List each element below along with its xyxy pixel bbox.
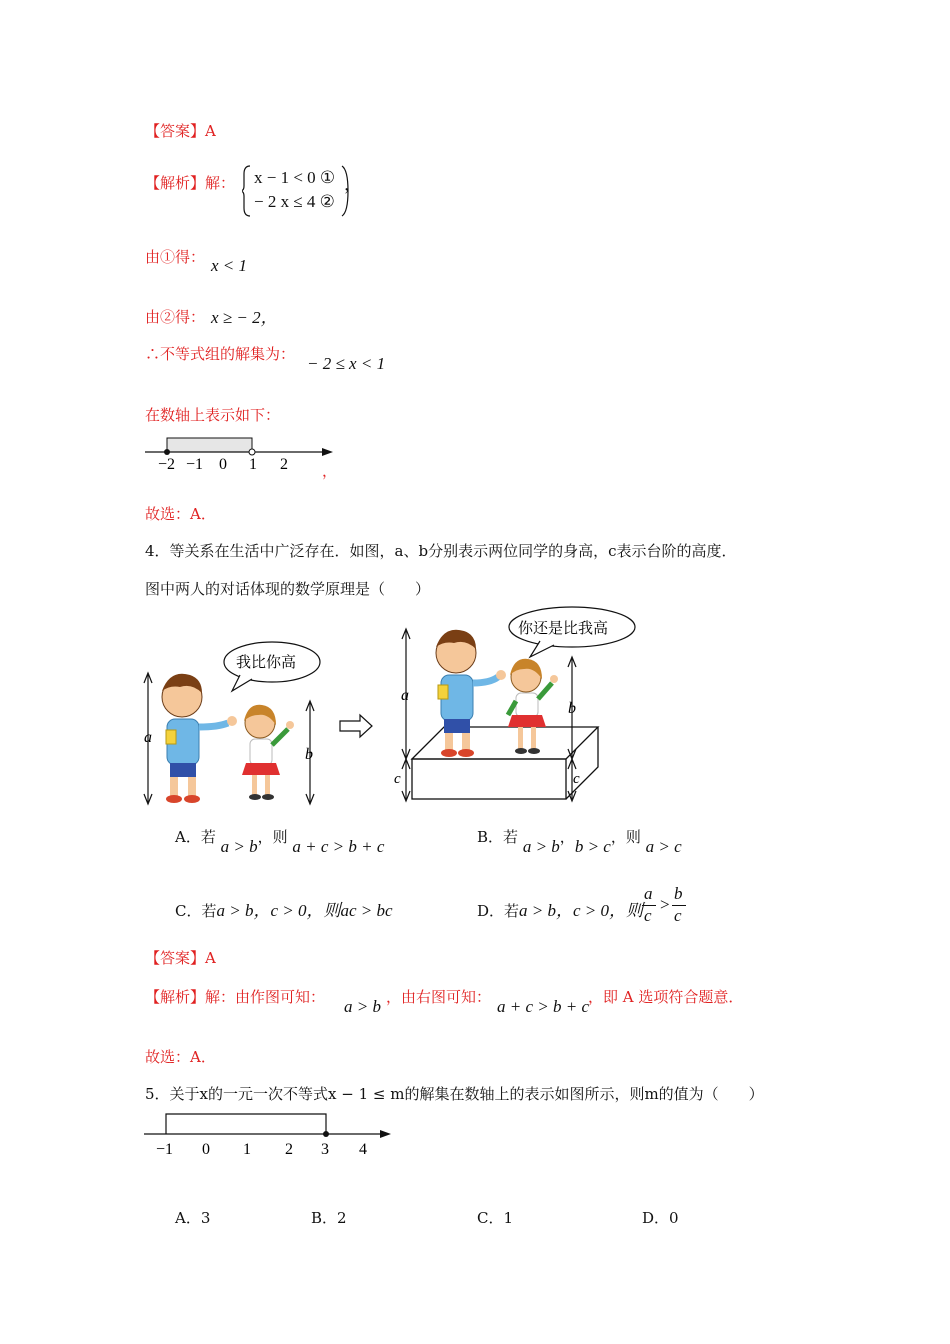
step2-label: 由②得： — [145, 308, 206, 326]
tick-label: 0 — [219, 456, 227, 473]
inequality-system — [242, 164, 357, 218]
q4-answer — [145, 947, 216, 968]
q3-analysis-intro — [145, 172, 235, 193]
label-b: b — [568, 700, 576, 717]
answer-value: A — [205, 122, 216, 140]
q5-stem: 5．关于x的一元一次不等式x − 1 ≤ m的解集在数轴上的表示如图所示，则m的值为（ ） — [145, 1085, 764, 1103]
step1-label: 由①得： — [145, 248, 206, 266]
option-condition: a > b，c > 0，则 — [519, 901, 644, 920]
label-a: a — [401, 687, 409, 704]
option-d[interactable] — [477, 896, 643, 921]
analysis-text: 解：由作图可知： — [205, 988, 326, 1006]
q3-final: 故选：A． — [145, 505, 216, 523]
bubble-text-left: 我比你高 — [236, 653, 297, 671]
label-c: c — [394, 771, 401, 787]
q4-analysis-math1: a > b — [344, 997, 381, 1016]
tick-label: 1 — [243, 1141, 251, 1158]
option-prefix: A．若 — [175, 828, 216, 846]
q4-analysis-text3: ，即 A 选项符合题意． — [588, 988, 744, 1006]
figure-right — [390, 605, 650, 805]
number-line-q3 — [140, 430, 340, 475]
option-result: ac > bc — [340, 901, 393, 920]
number-line-q5 — [140, 1108, 400, 1158]
tick-label: 2 — [280, 456, 288, 473]
solution-bracket — [166, 1114, 326, 1134]
label-c: c — [573, 771, 580, 787]
closed-dot — [323, 1131, 329, 1137]
option-prefix: B．若 — [477, 828, 519, 846]
q5-option-d[interactable]: D．0 — [642, 1209, 679, 1227]
fraction-numerator: b — [674, 884, 683, 903]
fraction-denominator: c — [674, 906, 682, 925]
boy-figure — [162, 674, 237, 803]
tick-label: −1 — [156, 1141, 174, 1158]
axis-arrow — [322, 448, 333, 456]
numberline-intro: 在数轴上表示如下： — [145, 406, 281, 424]
bubble-text-right: 你还是比我高 — [518, 619, 609, 637]
option-result: a + c > b + c — [292, 837, 385, 856]
axis-arrow — [380, 1130, 391, 1138]
step2-math: x ≥ − 2， — [211, 308, 278, 327]
analysis-intro: 解： — [205, 174, 236, 192]
analysis-label: 【解析】 — [145, 174, 206, 192]
q4-stem-line2: 图中两人的对话体现的数学原理是（ ） — [145, 580, 431, 598]
fraction-denominator: c — [644, 906, 652, 925]
q5-option-a[interactable]: A．3 — [175, 1209, 211, 1227]
tick-label: −1 — [186, 456, 204, 473]
tick-label: 1 — [249, 456, 257, 473]
tick-label: 0 — [202, 1141, 210, 1158]
numberline-comma: ， — [322, 462, 338, 480]
system-row-2: − 2 x ≤ 4 ② — [254, 192, 335, 211]
option-c[interactable] — [175, 896, 393, 921]
option-prefix: C．若 — [175, 902, 217, 920]
option-result: a > c — [645, 837, 682, 856]
tick-label: 4 — [359, 1141, 367, 1158]
answer-label: 【答案】 — [145, 122, 206, 140]
option-a[interactable] — [175, 826, 385, 856]
answer-value: A — [205, 949, 216, 967]
option-prefix: D．若 — [477, 902, 520, 920]
system-row-1: x − 1 < 0 ① — [254, 168, 336, 187]
option-condition: a > b，c > 0，则 — [216, 901, 341, 920]
analysis-label: 【解析】 — [145, 988, 206, 1006]
conclusion-math: − 2 ≤ x < 1 — [307, 354, 386, 373]
fraction-numerator: a — [644, 884, 653, 903]
q4-analysis — [145, 986, 325, 1007]
q3-answer — [145, 120, 216, 141]
q5-option-c[interactable]: C．1 — [477, 1209, 514, 1227]
answer-label: 【答案】 — [145, 949, 206, 967]
conclusion-label: ∴不等式组的解集为： — [145, 345, 296, 363]
system-comma: ， — [344, 175, 361, 194]
tick-label: 2 — [285, 1141, 293, 1158]
label-a: a — [144, 729, 152, 746]
figure-left — [140, 635, 380, 810]
girl-figure — [508, 659, 558, 754]
option-d-fraction — [642, 884, 692, 928]
transition-arrow-icon — [340, 715, 372, 737]
girl-figure — [242, 705, 294, 800]
open-dot — [249, 449, 255, 455]
q4-stem-line1: 4．等关系在生活中广泛存在．如图，a、b分别表示两位同学的身高，c表示台阶的高度． — [145, 542, 737, 560]
step1-math: x < 1 — [211, 256, 248, 275]
q4-final: 故选：A． — [145, 1048, 216, 1066]
q4-analysis-math2: a + c > b + c — [497, 997, 590, 1016]
tick-label: 3 — [321, 1141, 329, 1158]
q4-analysis-text2: ，由右图可知： — [386, 988, 492, 1006]
q5-option-b[interactable]: B．2 — [311, 1209, 347, 1227]
closed-dot — [164, 449, 170, 455]
solution-region — [167, 438, 252, 452]
option-condition: b > c — [574, 837, 611, 856]
option-condition: a > b — [220, 837, 258, 856]
greater-than-sign: > — [660, 895, 670, 914]
option-b[interactable]: B．若 a > b，b > c，则 a > c — [477, 828, 682, 856]
option-condition: a > b — [522, 837, 560, 856]
label-b: b — [305, 746, 313, 763]
boy-figure — [436, 630, 506, 757]
option-then: ，则 — [257, 828, 288, 846]
tick-label: −2 — [158, 456, 176, 473]
option-then: ，则 — [610, 828, 641, 846]
